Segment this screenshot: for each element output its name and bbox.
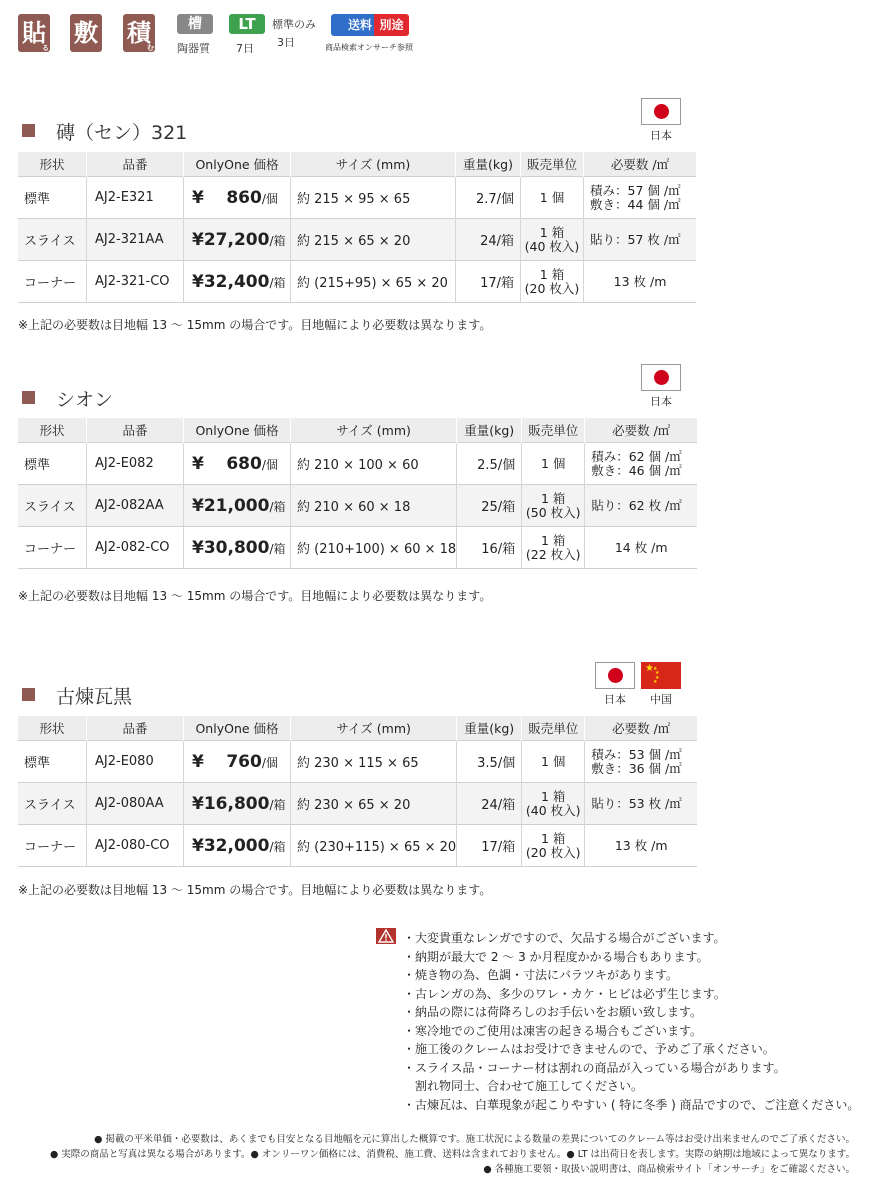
cell-required: 14 枚 /m <box>585 527 698 569</box>
lt-days: 7日 <box>236 42 254 55</box>
table-row <box>18 261 696 303</box>
cell-price: ¥ 860/個 <box>184 177 291 219</box>
footer-line-3: ● 各種施工要領・取扱い説明書は、商品検索サイト「オンサーチ」をご確認ください。 <box>483 1164 855 1175</box>
caution-item: ・納品の際には荷降ろしのお手伝いをお願い致します。 <box>403 1005 703 1019</box>
caution-item: 割れ物同士、合わせて施工してください。 <box>403 1079 644 1093</box>
cell-code: AJ2-321AA <box>87 219 184 261</box>
column-header: OnlyOne 価格 <box>184 152 291 177</box>
cell-size: 約 210 × 100 × 60 <box>291 443 457 485</box>
column-header: 重量(kg) <box>457 716 522 741</box>
standard-days: 3日 <box>277 36 295 49</box>
table-row <box>18 783 697 825</box>
material-label: 陶器質 <box>177 42 210 55</box>
table-row <box>18 443 697 485</box>
cell-weight: 3.5/個 <box>457 741 522 783</box>
cell-sales-unit: 1 個 <box>522 443 585 485</box>
japan-flag-icon <box>595 662 635 689</box>
cell-size: 約 (230+115) × 65 × 20 <box>291 825 457 867</box>
truck-icon: 送料 <box>331 14 374 36</box>
cell-sales-unit: 1 個 <box>522 741 585 783</box>
cell-code: AJ2-E321 <box>87 177 184 219</box>
cell-price: ¥27,200/箱 <box>184 219 291 261</box>
section-note: ※上記の必要数は目地幅 13 ～ 15mm の場合です。目地幅により必要数は異なります。 <box>18 318 492 332</box>
table-row <box>18 741 697 783</box>
section-note: ※上記の必要数は目地幅 13 ～ 15mm の場合です。目地幅により必要数は異なります。 <box>18 589 492 603</box>
column-header: 販売単位 <box>522 418 585 443</box>
cell-required: 13 枚 /m <box>585 825 698 867</box>
badge-haru: 貼 る <box>18 14 50 52</box>
column-header: サイズ (mm) <box>291 152 456 177</box>
cell-required: 13 枚 /m <box>584 261 697 303</box>
caution-item: ・大変貴重なレンガですので、欠品する場合がございます。 <box>403 931 726 945</box>
column-header: 必要数 /㎡ <box>584 152 697 177</box>
cell-shape: 標準 <box>18 443 87 485</box>
column-header: 必要数 /㎡ <box>585 418 698 443</box>
cell-size: 約 230 × 65 × 20 <box>291 783 457 825</box>
cell-weight: 16/箱 <box>457 527 522 569</box>
cell-required: 積み：53 個 /㎡ 敷き：36 個 /㎡ <box>585 741 698 783</box>
spec-table <box>18 418 697 569</box>
cell-sales-unit: 1 箱 (20 枚入) <box>522 825 585 867</box>
cell-shape: 標準 <box>18 177 87 219</box>
column-header: 形状 <box>18 152 87 177</box>
warning-icon <box>376 928 396 944</box>
cell-price: ¥32,000/箱 <box>184 825 291 867</box>
cell-sales-unit: 1 箱 (40 枚入) <box>522 783 585 825</box>
table-header <box>18 418 697 443</box>
shipping-badge: 送料 別途 <box>331 14 409 36</box>
cell-weight: 17/箱 <box>457 825 522 867</box>
badge-shiku: 敷 <box>70 14 102 52</box>
cell-code: AJ2-321-CO <box>87 261 184 303</box>
table-row <box>18 825 697 867</box>
japan-flag-icon <box>641 364 681 391</box>
column-header: サイズ (mm) <box>291 716 457 741</box>
origin-label: 日本 <box>604 693 626 706</box>
badge-tsumu: 積 む <box>123 14 155 52</box>
cell-required: 積み：62 個 /㎡ 敷き：46 個 /㎡ <box>585 443 698 485</box>
japan-flag-icon <box>641 98 681 125</box>
column-header: 販売単位 <box>522 716 585 741</box>
cell-sales-unit: 1 箱 (50 枚入) <box>522 485 585 527</box>
column-header: 品番 <box>87 716 184 741</box>
caution-item: ・施工後のクレームはお受けできませんので、予めご了承ください。 <box>403 1042 775 1056</box>
cell-size: 約 (215+95) × 65 × 20 <box>291 261 456 303</box>
cell-shape: スライス <box>18 783 87 825</box>
origin-label: 日本 <box>650 129 672 142</box>
cell-size: 約 215 × 65 × 20 <box>291 219 456 261</box>
column-header: サイズ (mm) <box>291 418 457 443</box>
cell-price: ¥21,000/箱 <box>184 485 291 527</box>
table-row <box>18 485 697 527</box>
caution-item: ・納期が最大で 2 ～ 3 か月程度かかる場合もあります。 <box>403 949 709 964</box>
section-title: 磚（セン）321 <box>56 122 188 144</box>
footer-line-2: ● 実際の商品と写真は異なる場合があります。● オンリーワン価格には、消費税、施工費、送料は含まれておりません。● LT は出荷日を表します。実際の納期は地域によって異なります。 <box>49 1149 855 1160</box>
cell-code: AJ2-080-CO <box>87 825 184 867</box>
cell-price: ¥16,800/箱 <box>184 783 291 825</box>
cell-weight: 17/箱 <box>456 261 521 303</box>
column-header: 重量(kg) <box>456 152 521 177</box>
section-marker <box>22 688 35 701</box>
cell-price: ¥ 680/個 <box>184 443 291 485</box>
column-header: 品番 <box>87 152 184 177</box>
table-header <box>18 152 696 177</box>
column-header: 必要数 /㎡ <box>585 716 698 741</box>
cell-weight: 24/箱 <box>456 219 521 261</box>
cell-required: 積み：57 個 /㎡ 敷き：44 個 /㎡ <box>584 177 697 219</box>
column-header: OnlyOne 価格 <box>184 418 291 443</box>
column-header: 形状 <box>18 418 87 443</box>
cell-shape: スライス <box>18 485 87 527</box>
caution-item: ・古煉瓦は、白華現象が起こりやすい ( 特に冬季 ) 商品ですので、ご注意ください。 <box>403 1097 860 1112</box>
column-header: 形状 <box>18 716 87 741</box>
cell-size: 約 215 × 95 × 65 <box>291 177 456 219</box>
china-flag-icon: ★ ★ ★ ★ ★ <box>641 662 681 689</box>
cell-code: AJ2-080AA <box>87 783 184 825</box>
cell-sales-unit: 1 箱 (22 枚入) <box>522 527 585 569</box>
caution-item: ・寒冷地でのご使用は凍害の起きる場合もございます。 <box>403 1023 703 1038</box>
cell-size: 約 210 × 60 × 18 <box>291 485 457 527</box>
cell-required: 貼り：62 枚 /㎡ <box>585 485 698 527</box>
cell-shape: スライス <box>18 219 87 261</box>
caution-item: ・焼き物の為、色調・寸法にバラツキがあります。 <box>403 968 679 982</box>
section-title: シオン <box>56 389 114 411</box>
cell-weight: 24/箱 <box>457 783 522 825</box>
footer-line-1: ● 掲載の平米単価・必要数は、あくまでも目安となる目地幅を元に算出した概算です。施工状況による数量の差異についてのクレーム等はお受け出来ませんのでご了承ください。 <box>94 1134 855 1145</box>
cell-shape: コーナー <box>18 261 87 303</box>
column-header: 重量(kg) <box>457 418 522 443</box>
cell-weight: 25/箱 <box>457 485 522 527</box>
cell-price: ¥ 760/個 <box>184 741 291 783</box>
caution-item: ・スライス品・コーナー材は割れの商品が入っている場合があります。 <box>403 1060 786 1075</box>
table-row <box>18 527 697 569</box>
column-header: 品番 <box>87 418 184 443</box>
lt-badge: LT <box>229 14 265 34</box>
cell-sales-unit: 1 箱 (40 枚入) <box>521 219 584 261</box>
cell-required: 貼り：57 枚 /㎡ <box>584 219 697 261</box>
section-marker <box>22 391 35 404</box>
table-row <box>18 177 696 219</box>
cell-price: ¥30,800/箱 <box>184 527 291 569</box>
cell-code: AJ2-082-CO <box>87 527 184 569</box>
cell-shape: コーナー <box>18 825 87 867</box>
column-header: OnlyOne 価格 <box>184 716 291 741</box>
cell-weight: 2.7/個 <box>456 177 521 219</box>
cell-code: AJ2-E082 <box>87 443 184 485</box>
material-badge: 槽 <box>177 14 213 34</box>
section-marker <box>22 124 35 137</box>
cell-size: 約 230 × 115 × 65 <box>291 741 457 783</box>
cell-size: 約 (210+100) × 60 × 18 <box>291 527 457 569</box>
section-note: ※上記の必要数は目地幅 13 ～ 15mm の場合です。目地幅により必要数は異なります。 <box>18 883 492 897</box>
spec-table <box>18 152 696 303</box>
cell-sales-unit: 1 個 <box>521 177 584 219</box>
standard-label: 標準のみ <box>272 18 316 31</box>
cell-code: AJ2-E080 <box>87 741 184 783</box>
cell-sales-unit: 1 箱 (20 枚入) <box>521 261 584 303</box>
origin-label: 中国 <box>650 693 672 706</box>
origin-label: 日本 <box>650 395 672 408</box>
spec-table <box>18 716 697 867</box>
column-header: 販売単位 <box>521 152 584 177</box>
cell-price: ¥32,400/箱 <box>184 261 291 303</box>
table-row <box>18 219 696 261</box>
table-header <box>18 716 697 741</box>
shipping-note: 商品検索オンサーチ参照 <box>325 43 413 52</box>
cell-weight: 2.5/個 <box>457 443 522 485</box>
cell-shape: 標準 <box>18 741 87 783</box>
cell-shape: コーナー <box>18 527 87 569</box>
cell-code: AJ2-082AA <box>87 485 184 527</box>
section-title: 古煉瓦黒 <box>56 686 133 708</box>
caution-item: ・古レンガの為、多少のワレ・カケ・ヒビは必ず生じます。 <box>403 986 726 1001</box>
cell-required: 貼り：53 枚 /㎡ <box>585 783 698 825</box>
